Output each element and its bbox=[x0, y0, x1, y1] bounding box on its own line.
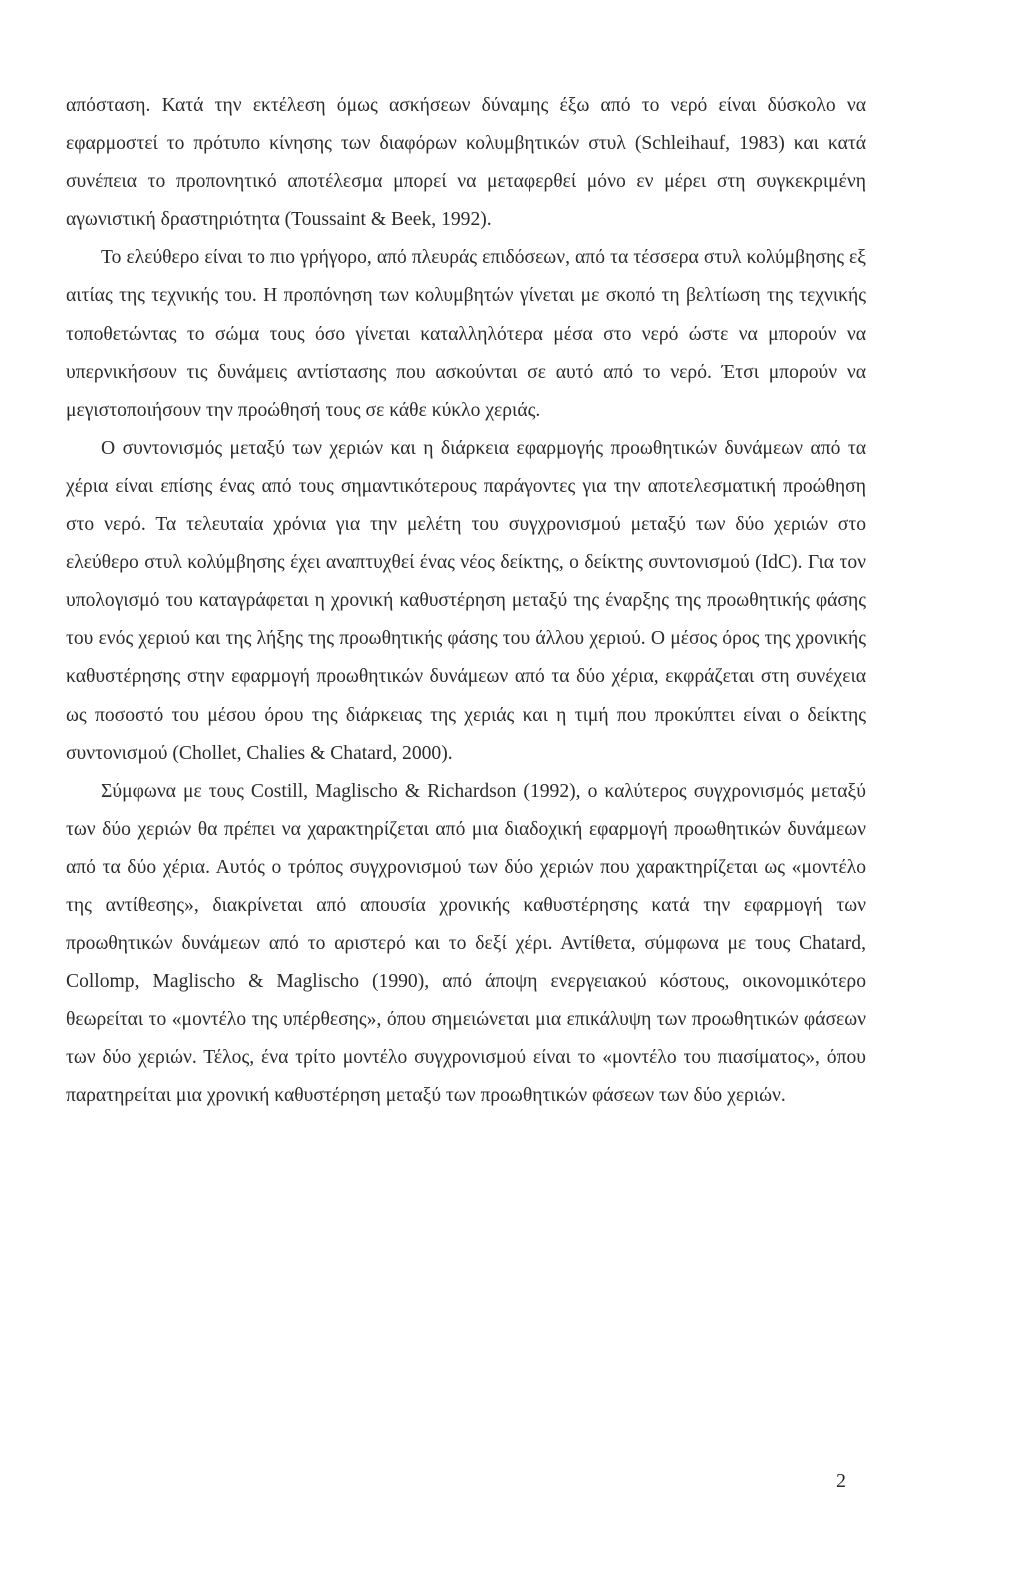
paragraph-2: Το ελεύθερο είναι το πιο γρήγορο, από πλευράς επιδόσεων, από τα τέσσερα στυλ κολύμβησης εξ αιτίας της τεχνικής του. Η προπόνηση των κολυμβητών γίνεται με σκοπό τη βελτίωση της τεχνικής τοποθετώντας το σώμα τους όσο γίνεται καταλληλότερα μέσα στο νερό ώστε να μπορούν να υπερνικήσουν τις δυνάμεις αντίστασης που ασκούνται σε αυτό από το νερό. Έτσι μπορούν να μεγιστοποιήσουν την προώθησή τους σε κάθε κύκλο χεριάς. bbox=[66, 247, 866, 421]
paragraph-4: Σύμφωνα με τους Costill, Maglischo & Richardson (1992), ο καλύτερος συγχρονισμός μεταξύ των δύο χεριών θα πρέπει να χαρακτηρίζεται από μια διαδοχική εφαρμογή προωθητικών δυνάμεων από τα δύο χέρια. Αυτός ο τρόπος συγχρονισμού των δύο χεριών που χαρακτηρίζεται ως «μοντέλο της αντίθεσης», διακρίνεται από απουσία χρονικής καθυστέρησης κατά την εφαρμογή των προωθητικών δυνάμεων από το αριστερό και το δεξί χέρι. Αντίθετα, σύμφωνα με τους Chatard, Collomp, Maglischo & Maglischo (1990), από άποψη ενεργειακού κόστους, οικονομικότερο θεωρείται το «μοντέλο της υπέρθεσης», όπου σημειώνεται μια επικάλυψη των προωθητικών φάσεων των δύο χεριών. Τέλος, ένα τρίτο μοντέλο συγχρονισμού είναι το «μοντέλο του πιασίματος», όπου παρατηρείται μια χρονική καθυστέρηση μεταξύ των προωθητικών φάσεων των δύο χεριών. bbox=[66, 780, 866, 1107]
page-number: 2 bbox=[836, 1470, 846, 1492]
paragraph-3: Ο συντονισμός μεταξύ των χεριών και η διάρκεια εφαρμογής προωθητικών δυνάμεων από τα χέρια είναι επίσης ένας από τους σημαντικότερους παράγοντες για την αποτελεσματική προώθηση στο νερό. Τα τελευταία χρόνια για την μελέτη του συγχρονισμού μεταξύ των δύο χεριών στο ελεύθερο στυλ κολύμβησης έχει αναπτυχθεί ένας νέος δείκτης, ο δείκτης συντονισμού (IdC). Για τον υπολογισμό του καταγράφεται η χρονική καθυστέρηση μεταξύ της έναρξης της προωθητικής φάσης του ενός χεριού και της λήξης της προωθητικής φάσης του άλλου χεριού. Ο μέσος όρος της χρονικής καθυστέρησης στην εφαρμογή προωθητικών δυνάμεων από τα δύο χέρια, εκφράζεται στη συνέχεια ως ποσοστό του μέσου όρου της διάρκειας της χεριάς και η τιμή που προκύπτει είναι ο δείκτης συντονισμού (Chollet, Chalies & Chatard, 2000). bbox=[66, 437, 866, 764]
document-body bbox=[66, 87, 866, 1116]
paragraph-1: απόσταση. Κατά την εκτέλεση όμως ασκήσεων δύναμης έξω από το νερό είναι δύσκολο να εφαρμοστεί το πρότυπο κίνησης των διαφόρων κολυμβητικών στυλ (Schleihauf, 1983) και κατά συνέπεια το προπονητικό αποτέλεσμα μπορεί να μεταφερθεί μόνο εν μέρει στη συγκεκριμένη αγωνιστική δραστηριότητα (Toussaint & Beek, 1992). bbox=[66, 95, 866, 231]
